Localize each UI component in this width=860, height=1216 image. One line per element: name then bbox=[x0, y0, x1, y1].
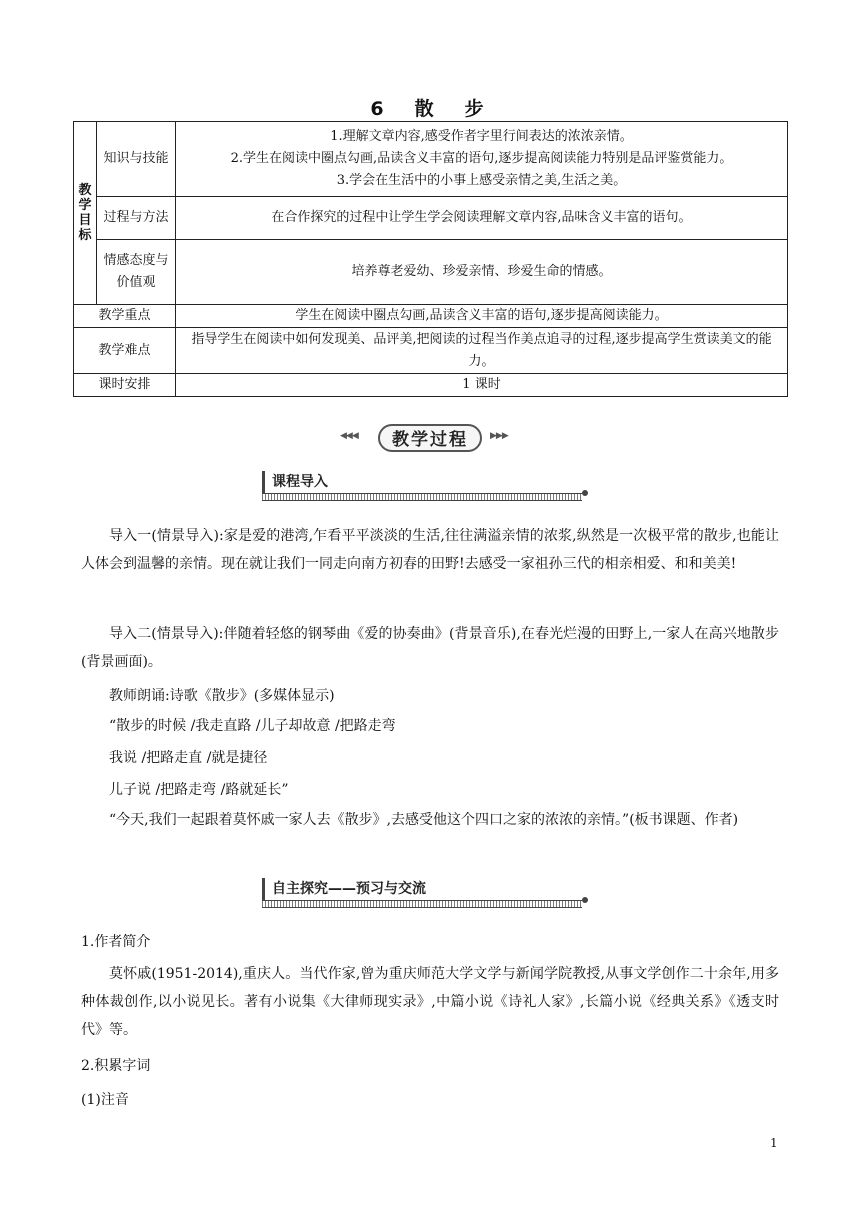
focus-label: 教学重点 bbox=[74, 305, 176, 328]
schedule-label: 课时安排 bbox=[74, 374, 176, 397]
goal-content-emotion: 培养尊老爱幼、珍爱亲情、珍爱生命的情感。 bbox=[176, 240, 788, 305]
goal-content-process: 在合作探究的过程中让学生学会阅读理解文章内容,品味含义丰富的语句。 bbox=[176, 197, 788, 240]
goal-label-emotion: 情感态度与价值观 bbox=[97, 240, 176, 305]
words-heading: 2.积累字词 bbox=[81, 1058, 151, 1074]
header-bar-icon bbox=[262, 878, 265, 900]
intro-paragraph-2: 导入二(情景导入):伴随着轻悠的钢琴曲《爱的协奏曲》(背景音乐),在春光烂漫的田野上,一家人在高兴地散步(背景画面)。 bbox=[81, 626, 779, 670]
poem-line-1: “散步的时候 /我走直路 /儿子却故意 /把路走弯 bbox=[109, 718, 396, 734]
lesson-plan-table bbox=[73, 121, 788, 397]
difficulty-label: 教学难点 bbox=[74, 328, 176, 374]
poem-line-2: 我说 /把路走直 /就是捷径 bbox=[109, 750, 268, 766]
poem-line-3: 儿子说 /把路走弯 /路就延长” bbox=[109, 782, 289, 798]
header-underline bbox=[262, 900, 582, 908]
lesson-title: 6 散 步 bbox=[370, 98, 490, 120]
header-underline bbox=[262, 493, 582, 501]
teaching-process-banner bbox=[340, 424, 520, 454]
difficulty-content: 指导学生在阅读中如何发现美、品评美,把阅读的过程当作美点追寻的过程,逐步提高学生赏读美文的能力。 bbox=[176, 328, 788, 374]
today-paragraph: “今天,我们一起跟着莫怀戚一家人去《散步》,去感受他这个四口之家的浓浓的亲情。”(板书课题、作者) bbox=[109, 812, 739, 828]
header-bar-icon bbox=[262, 471, 265, 493]
left-arrows-icon: ◀◀◀ bbox=[340, 431, 358, 441]
author-paragraph: 莫怀戚(1951-2014),重庆人。当代作家,曾为重庆师范大学文学与新闻学院教授,从事文学创作二十余年,用多种体裁创作,以小说见长。著有小说集《大律师现实录》,中篇小说《诗礼人家》,长篇小说《经典关系》《透支时代》等。 bbox=[81, 966, 779, 1038]
page-number: 1 bbox=[770, 1136, 778, 1150]
right-arrows-icon: ▶▶▶ bbox=[490, 431, 508, 441]
teaching-goals-label: 教 学 目 标 bbox=[74, 122, 97, 305]
pinyin-heading: (1)注音 bbox=[81, 1092, 129, 1108]
goal-content-knowledge: 1.理解文章内容,感受作者字里行间表达的浓浓亲情。 2.学生在阅读中圈点勾画,品读含义丰富的语句,逐步提高阅读能力特别是品评鉴赏能力。 3.学会在生活中的小事上感受亲情之美,生活之美。 bbox=[176, 122, 788, 197]
header-dot-icon bbox=[582, 897, 588, 903]
author-heading: 1.作者简介 bbox=[81, 934, 151, 950]
section-header-intro: 课程导入 bbox=[262, 469, 588, 499]
section-header-explore: 自主探究——预习与交流 bbox=[262, 876, 588, 906]
goal-label-process: 过程与方法 bbox=[97, 197, 176, 240]
goal-label-knowledge: 知识与技能 bbox=[97, 122, 176, 197]
schedule-content: 1 课时 bbox=[176, 374, 788, 397]
recite-line: 教师朗诵:诗歌《散步》(多媒体显示) bbox=[109, 688, 335, 704]
banner-label: 教学过程 bbox=[378, 424, 482, 452]
header-dot-icon bbox=[582, 490, 588, 496]
intro-paragraph-1: 导入一(情景导入):家是爱的港湾,乍看平平淡淡的生活,往往满溢亲情的浓浆,纵然是一次极平常的散步,也能让人体会到温馨的亲情。现在就让我们一同走向南方初春的田野!去感受一家祖孙三代的相亲相爱、和和美美! bbox=[81, 528, 779, 572]
focus-content: 学生在阅读中圈点勾画,品读含义丰富的语句,逐步提高阅读能力。 bbox=[176, 305, 788, 328]
